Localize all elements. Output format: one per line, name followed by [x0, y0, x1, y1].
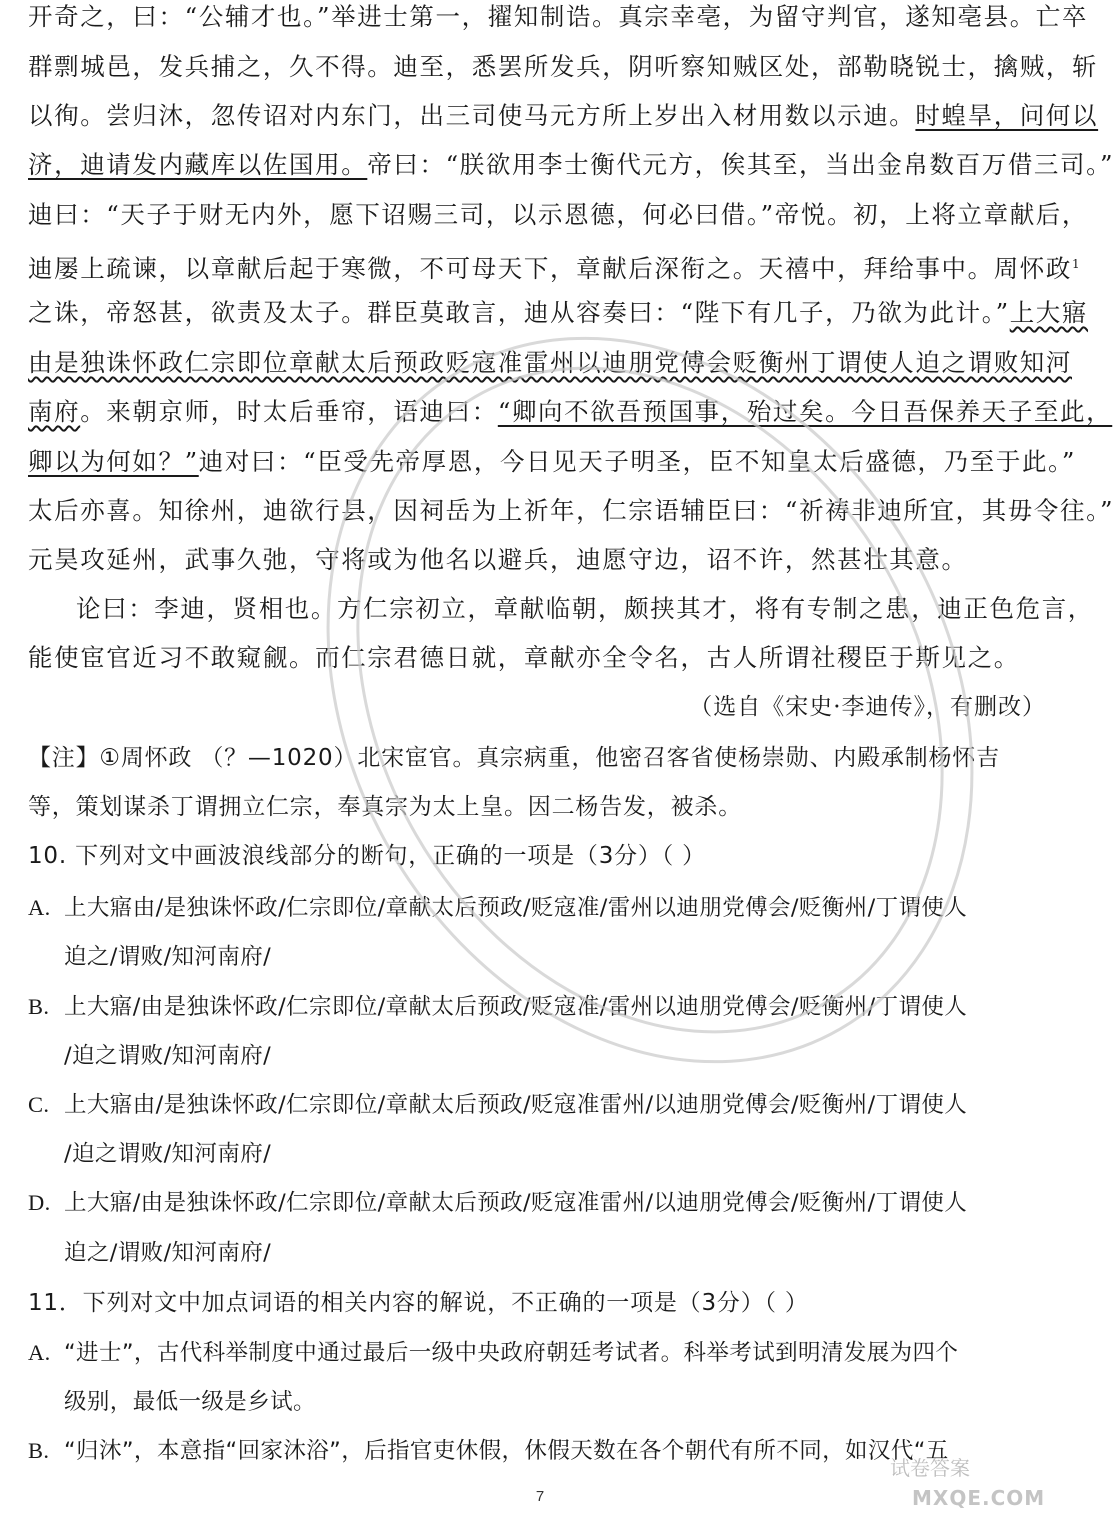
option-letter: A. — [28, 895, 51, 920]
option-text: 上大寤由/是独诛怀政/仁宗即位/章献太后预政/贬寇准雷州/以迪朋党傅会/贬衡州/丁谓使人 — [64, 1092, 968, 1118]
passage-line-8 — [28, 348, 1072, 378]
footnote-marker: 1 — [1072, 257, 1082, 271]
passage-line-11 — [28, 496, 1114, 526]
watermark-corner-text: 试卷答案 — [890, 1456, 970, 1480]
source-citation: （选自《宋史·李迪传》，有删改） — [689, 694, 1046, 720]
q10-option-d[interactable] — [28, 1188, 967, 1218]
passage-line-13 — [76, 594, 1094, 624]
passage-text: 帝曰：“朕欲用李士衡代元方，俟其至，当出金帛数百万借三司。” — [367, 150, 1114, 179]
option-letter: B. — [28, 994, 50, 1019]
passage-line-5 — [28, 200, 1088, 230]
passage-line-9 — [28, 397, 1112, 427]
question-10-title: 10. 下列对文中画波浪线部分的断句，正确的一项是（3分）（ ） — [28, 843, 706, 869]
q10-option-a[interactable] — [28, 893, 967, 923]
passage-text: 迪曰：“天子于财无内外，愿下诏赐三司，以示恩德，何必曰借。”帝悦。初，上将立章献后， — [28, 200, 1088, 229]
option-text: “归沐”，本意指“回家沐浴”，后指官吏休假，休假天数在各个朝代有所不同，如汉代“五 — [64, 1438, 949, 1464]
wavy-underlined-text: 由是独诛怀政仁宗即位章献太后预政贬寇准雷州以迪朋党傅会贬衡州丁谓使人迫之谓败知河 — [28, 348, 1072, 377]
straight-underlined-text: 卿以为何如？” — [28, 447, 199, 476]
q11-option-b[interactable] — [28, 1436, 949, 1466]
note-text: ①周怀政 （？—1020）北宋宦官。真宗病重，他密召客省使杨崇勋、内殿承制杨怀吉 — [99, 745, 1000, 771]
straight-underlined-text: 济，迪请发内藏库以佐国用。 — [28, 150, 368, 179]
note-label: 【注】 — [28, 745, 100, 771]
option-text: 上大寤/由是独诛怀政/仁宗即位/章献太后预政/贬寇准/雷州以迪朋党傅会/贬衡州/丁谓使人 — [64, 994, 968, 1020]
passage-line-10 — [28, 447, 1076, 477]
wavy-underlined-text: 上大寤 — [1009, 298, 1089, 327]
page-number: 7 — [535, 1488, 545, 1505]
passage-text: 太后亦喜。知徐州，迪欲行县，因祠岳为上祈年，仁宗语辅臣曰：“祈祷非迪所宜，其毋令往。” — [28, 496, 1114, 525]
q11-option-a-cont: 级别，最低一级是乡试。 — [64, 1389, 316, 1415]
passage-line-2 — [28, 52, 1098, 82]
wavy-underlined-text: 南府 — [28, 397, 81, 426]
passage-text: 以徇。尝归沐，忽传诏对内东门，出三司使马元方所上岁出入材用数以示迪。 — [28, 101, 916, 130]
q10-option-c-cont: /迫之谓败/知河南府/ — [64, 1141, 272, 1167]
passage-text: 。来朝京师，时太后垂帘，语迪曰： — [80, 397, 498, 426]
passage-text: 能使宦官近习不敢窥觎。而仁宗君德日就，章献亦全令名，古人所谓社稷臣于斯见之。 — [28, 643, 1020, 672]
passage-text: 迪屡上疏谏，以章献后起于寒微，不可母天下，章献后深衔之。天禧中，拜给事中。周怀政 — [28, 254, 1072, 284]
passage-line-6 — [28, 249, 1081, 284]
option-text: 上大寤由/是独诛怀政/仁宗即位/章献太后预政/贬寇准/雷州以迪朋党傅会/贬衡州/丁谓使人 — [64, 895, 968, 921]
passage-line-12 — [28, 545, 968, 575]
passage-text: 之诛，帝怒甚，欲责及太子。群臣莫敢言，迪从容奏曰：“陛下有几子，乃欲为此计。” — [28, 298, 1010, 327]
note-line-1 — [28, 743, 1000, 773]
straight-underlined-text: “卿向不欲吾预国事，殆过矣。今日吾保养天子至此， — [497, 397, 1113, 426]
passage-text: 论曰：李迪，贤相也。方仁宗初立，章献临朝，颇挟其才，将有专制之患，迪正色危言， — [76, 594, 1094, 623]
passage-text: 元昊攻延州，武事久弛，守将或为他名以避兵，迪愿守边，诏不许，然甚壮其意。 — [28, 545, 968, 574]
option-letter: A. — [28, 1340, 51, 1365]
note-line-2 — [28, 792, 742, 822]
passage-line-4 — [28, 150, 1114, 180]
option-letter: D. — [28, 1190, 51, 1215]
q10-option-d-cont: 迫之/谓败/知河南府/ — [64, 1240, 272, 1266]
q11-option-a[interactable] — [28, 1338, 958, 1368]
option-text: “进士”，古代科举制度中通过最后一级中央政府朝廷考试者。科举考试到明清发展为四个 — [64, 1340, 959, 1366]
passage-text: 迪对曰：“臣受先帝厚恩，今日见天子明圣，臣不知皇太后盛德，乃至于此。” — [198, 447, 1077, 476]
q10-option-a-cont: 迫之/谓败/知河南府/ — [64, 944, 272, 970]
passage-line-7 — [28, 298, 1088, 328]
option-letter: B. — [28, 1438, 50, 1463]
q10-option-b[interactable] — [28, 992, 967, 1022]
q10-option-b-cont: /迫之谓败/知河南府/ — [64, 1043, 272, 1069]
passage-text: 群剽城邑，发兵捕之，久不得。迪至，悉罢所发兵，阴听察知贼区处，部勒晓锐士，擒贼，斩 — [28, 52, 1099, 81]
note-text: 等，策划谋杀丁谓拥立仁宗，奉真宗为太上皇。因二杨告发，被杀。 — [28, 794, 742, 820]
q10-option-c[interactable] — [28, 1090, 967, 1120]
option-letter: C. — [28, 1092, 50, 1117]
passage-line-1 — [28, 2, 1088, 32]
passage-line-14 — [28, 643, 1020, 673]
passage-line-3 — [28, 101, 1098, 131]
option-text: 上大寤/由是独诛怀政/仁宗即位/章献太后预政/贬寇准雷州/以迪朋党傅会/贬衡州/丁谓使人 — [64, 1190, 968, 1216]
question-11-title: 11．下列对文中加点词语的相关内容的解说，不正确的一项是（3分）（ ） — [28, 1290, 809, 1316]
watermark-site-text: MXQE.COM — [912, 1486, 1046, 1510]
passage-text: 开奇之，曰：“公辅才也。”举进士第一，擢知制诰。真宗幸亳，为留守判官，遂知亳县。亡卒 — [28, 2, 1088, 31]
straight-underlined-text: 时蝗旱，问何以 — [915, 101, 1099, 130]
